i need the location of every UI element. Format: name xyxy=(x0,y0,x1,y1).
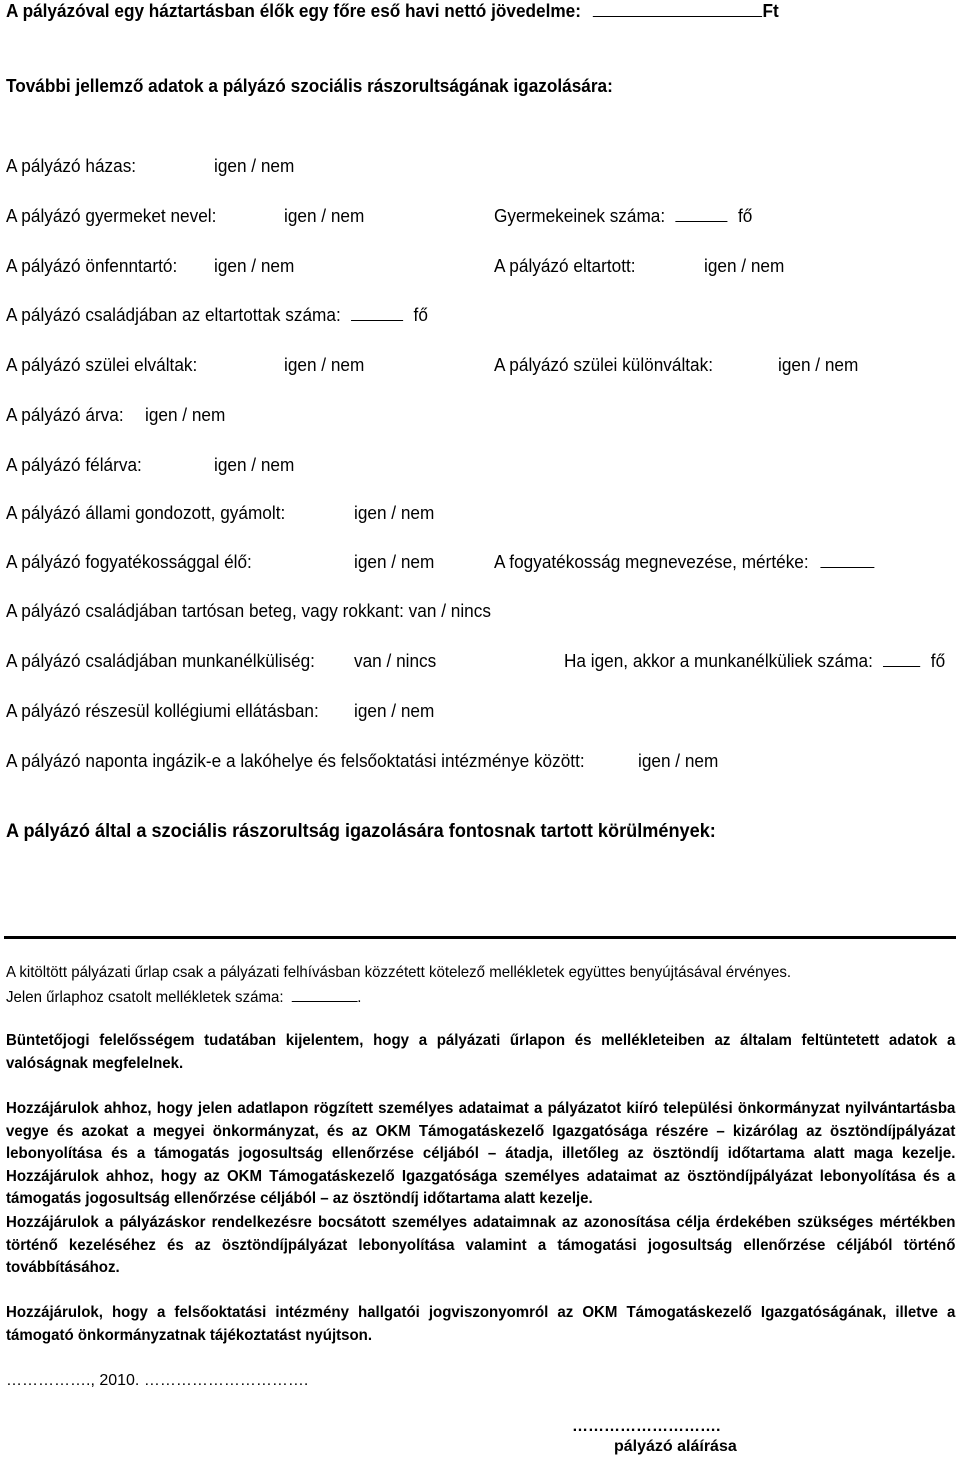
consent-paragraph-1: Hozzájárulok ahhoz, hogy jelen adatlapon rögzített személyes adataimat a pályázatot kiíró települési önkormányzat nyilvántartásba vegye és azokat a megyei önkormányzat, és az OKM Támogatáskezelő Igazgatósága részére – kizárólag az ösztöndíjpályázat lebonyolítása és a támogatás jogosultság ellenőrzése céljából – átadja, illetőleg az ösztöndíj időtartama alatt maga kezelje. Hozzájárulok ahhoz, hogy az OKM Támogatáskezelő Igazgatósága személyes adataimat az ösztöndíjpályázat lebonyolítása és a támogatás jogosultság ellenőrzése céljából – az ösztöndíj időtartama alatt kezelje. xyxy=(6,1100,956,1207)
field-munkanelkuli-label: A pályázó családjában munkanélküliség: xyxy=(6,650,315,671)
eltartott-igen-nem[interactable]: igen / nem xyxy=(704,255,785,276)
field-felarva-label: A pályázó félárva: xyxy=(6,454,142,475)
eltartottak-row xyxy=(6,304,428,326)
kulonvaltak-igen-nem[interactable]: igen / nem xyxy=(778,354,859,375)
field-ingazik-label: A pályázó naponta ingázik-e a lakóhelye és felsőoktatási intézménye között: xyxy=(6,750,585,771)
field-kollegium-label: A pályázó részesül kollégiumi ellátásban: xyxy=(6,700,319,721)
fo-unit: fő xyxy=(737,205,753,226)
gyermekek-szama-row xyxy=(494,205,752,227)
income-label: A pályázóval egy háztartásban élők egy főre eső havi nettó jövedelme: xyxy=(6,0,581,21)
field-kulonvaltak-label: A pályázó szülei különváltak: xyxy=(494,354,714,375)
gyermekek-szama-label: Gyermekeinek száma: xyxy=(494,205,666,226)
income-field[interactable] xyxy=(593,0,762,17)
attachments-line2: Jelen űrlaphoz csatolt mellékletek száma: xyxy=(6,988,284,1006)
munkanelkuli-szama-label: Ha igen, akkor a munkanélküliek száma: xyxy=(564,650,873,671)
field-fogyatekos-label: A pályázó fogyatékossággal élő: xyxy=(6,551,252,572)
hazas-igen-nem[interactable]: igen / nem xyxy=(214,155,295,176)
attachments-paragraph xyxy=(6,962,954,1009)
consent-paragraph-3: Hozzájárulok, hogy a felsőoktatási intézmény hallgatói jogviszonyomról az OKM Támogatáskezelő Igazgatóságának, illetve a támogató önkormányzatnak tájékoztatást nyújtson. xyxy=(6,1304,956,1344)
fo-unit: fő xyxy=(413,304,428,325)
fogyatekossag-neve-label: A fogyatékosság megnevezése, mértéke: xyxy=(494,551,809,572)
attachments-end: . xyxy=(357,988,362,1006)
fogyatekossag-neve-field[interactable] xyxy=(821,551,875,568)
attachments-line1: A kitöltött pályázati űrlap csak a pályázati felhívásban közzétett kötelező mellékletek együttes benyújtásával érvényes. xyxy=(6,964,792,981)
eltartottak-field[interactable] xyxy=(351,304,403,321)
field-eltartott-label: A pályázó eltartott: xyxy=(494,255,636,276)
date-line[interactable]: ……………., 2010. …………………………. xyxy=(6,1372,309,1389)
fogyatekos-igen-nem[interactable]: igen / nem xyxy=(354,551,435,572)
field-gyermek-label: A pályázó gyermeket nevel: xyxy=(6,205,217,226)
attachments-count-field[interactable] xyxy=(291,985,357,1002)
signature-label: pályázó aláírása xyxy=(614,1438,737,1455)
income-unit: Ft xyxy=(762,0,779,21)
circumstances-title: A pályázó által a szociális rászorultság igazolására fontosnak tartott körülmények: xyxy=(6,820,716,842)
field-hazas-label: A pályázó házas: xyxy=(6,155,137,176)
field-arva-label: A pályázó árva: xyxy=(6,404,124,425)
felarva-igen-nem[interactable]: igen / nem xyxy=(214,454,295,475)
field-beteg-label: A pályázó családjában tartósan beteg, vagy rokkant: xyxy=(6,600,404,621)
gyermek-igen-nem[interactable]: igen / nem xyxy=(284,205,365,226)
circumstances-rule xyxy=(4,936,956,939)
declaration-paragraph: Büntetőjogi felelősségem tudatában kijelentem, hogy a pályázati űrlapon és mellékleteiben az általam feltüntetett adatok a valóságnak megfelelnek. xyxy=(6,1032,956,1072)
fogyatekossag-neve-row xyxy=(494,551,875,573)
munkanelkuli-van-nincs[interactable]: van / nincs xyxy=(354,650,437,671)
field-allami-label: A pályázó állami gondozott, gyámolt: xyxy=(6,502,286,523)
munkanelkuli-szama-row xyxy=(564,650,945,672)
beteg-row xyxy=(6,600,491,622)
field-onfenntarto-label: A pályázó önfenntartó: xyxy=(6,255,178,276)
onfenntarto-igen-nem[interactable]: igen / nem xyxy=(214,255,295,276)
ingazik-igen-nem[interactable]: igen / nem xyxy=(638,750,719,771)
elvaltak-igen-nem[interactable]: igen / nem xyxy=(284,354,365,375)
consent-paragraph-2: Hozzájárulok a pályázáskor rendelkezésre bocsátott személyes adataimnak az azonosítása célja érdekében szükséges mértékben történő kezeléséhez és az ösztöndíjpályázat lebonyolítása valamint a támogatási jogosultság ellenőrzése céljából történő továbbításához. xyxy=(6,1214,956,1276)
income-row xyxy=(6,0,779,22)
field-elvaltak-label: A pályázó szülei elváltak: xyxy=(6,354,198,375)
gyermekek-szama-field[interactable] xyxy=(676,205,728,222)
arva-igen-nem[interactable]: igen / nem xyxy=(145,404,226,425)
allami-igen-nem[interactable]: igen / nem xyxy=(354,502,435,523)
section-title: További jellemző adatok a pályázó szociális rászorultságának igazolására: xyxy=(6,75,613,96)
eltartottak-label: A pályázó családjában az eltartottak száma: xyxy=(6,304,341,325)
kollegium-igen-nem[interactable]: igen / nem xyxy=(354,700,435,721)
munkanelkuli-szama-field[interactable] xyxy=(883,650,920,667)
attachments-line2-row xyxy=(6,985,954,1010)
fo-unit: fő xyxy=(930,650,946,671)
signature-dots[interactable]: ………………………. xyxy=(572,1418,721,1435)
beteg-van-nincs[interactable]: van / nincs xyxy=(408,600,491,621)
